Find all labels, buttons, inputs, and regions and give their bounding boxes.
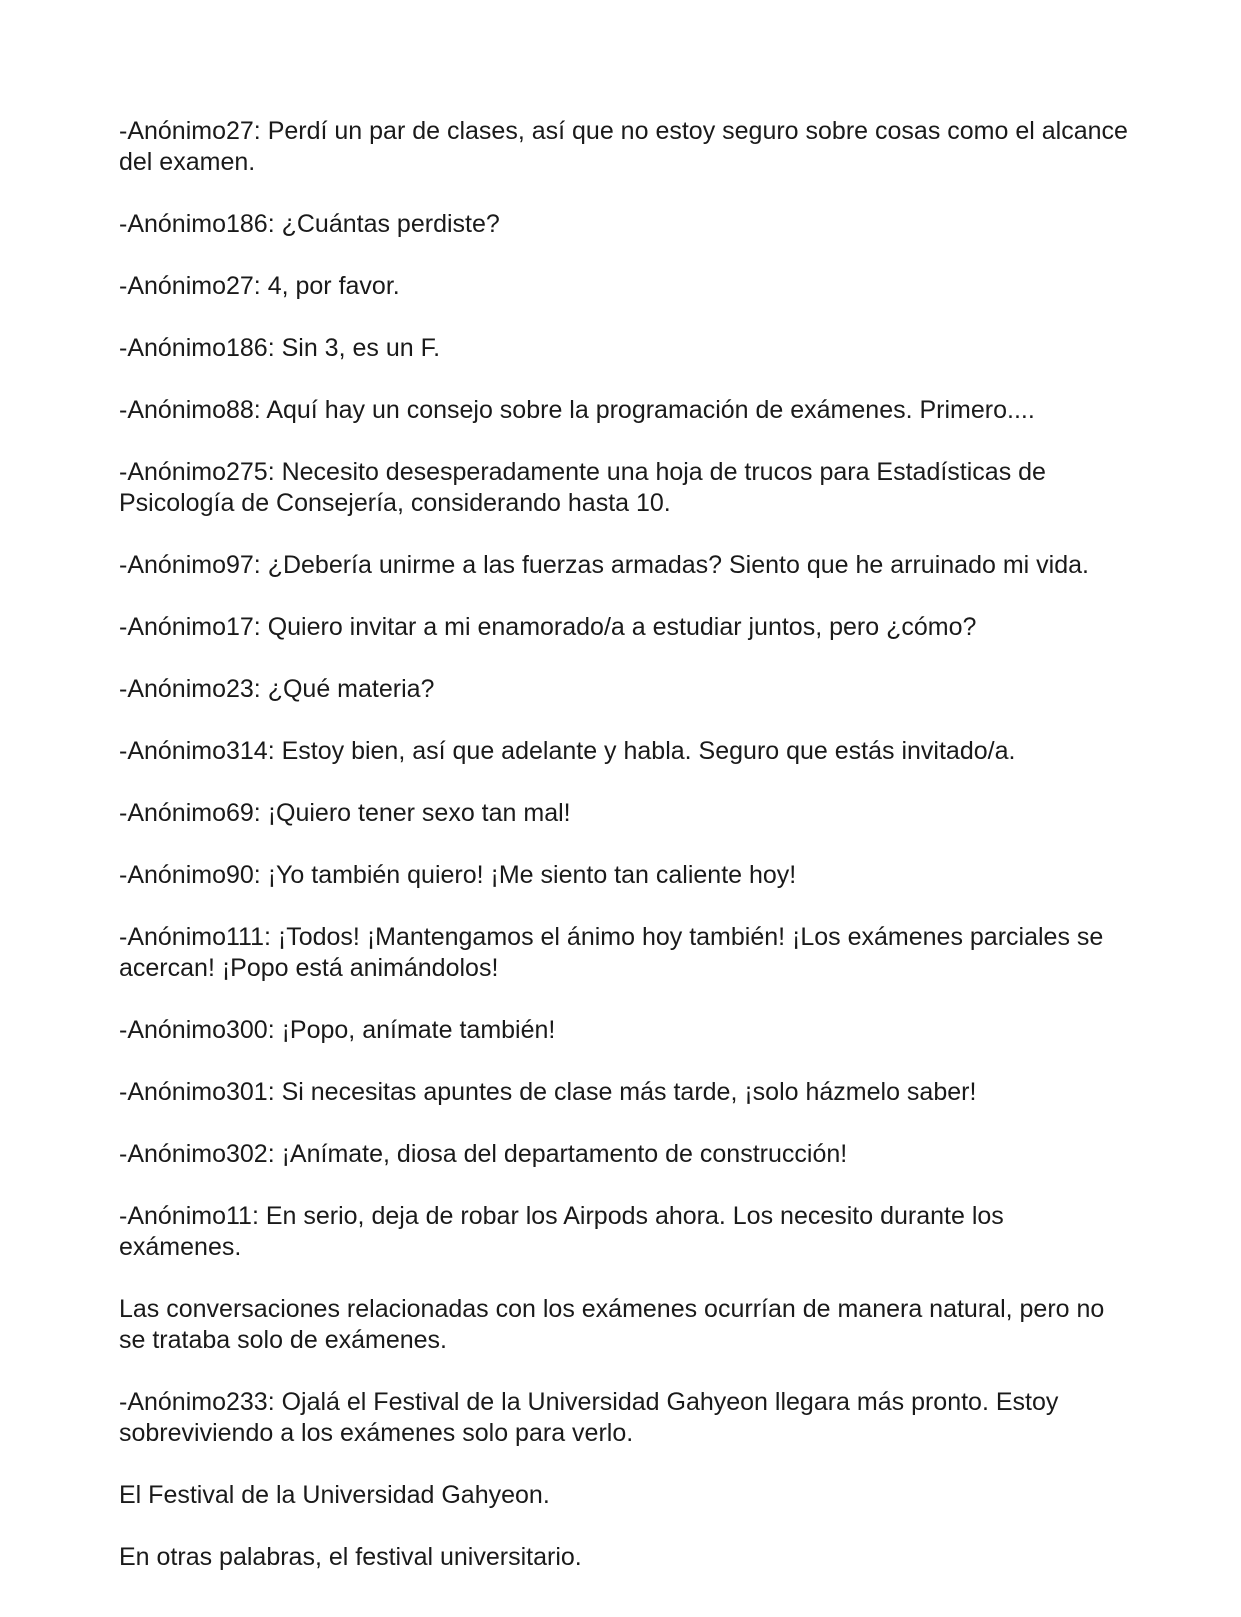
- paragraph: -Anónimo111: ¡Todos! ¡Mantengamos el ánimo hoy también! ¡Los exámenes parciales se acercan! ¡Popo está animándolos!: [119, 923, 1104, 982]
- document-body: [119, 116, 1129, 1604]
- paragraph: -Anónimo17: Quiero invitar a mi enamorado/a a estudiar juntos, pero ¿cómo?: [119, 613, 977, 641]
- paragraph: En otras palabras, el festival universitario.: [119, 1543, 582, 1571]
- paragraph: -Anónimo27: 4, por favor.: [119, 272, 400, 300]
- paragraph: Las conversaciones relacionadas con los exámenes ocurrían de manera natural, pero no se trataba solo de exámenes.: [119, 1295, 1105, 1354]
- paragraph: -Anónimo186: ¿Cuántas perdiste?: [119, 210, 500, 238]
- paragraph: -Anónimo275: Necesito desesperadamente una hoja de trucos para Estadísticas de Psicología de Consejería, considerando hasta 10.: [119, 458, 1046, 517]
- paragraph: -Anónimo27: Perdí un par de clases, así que no estoy seguro sobre cosas como el alcance del examen.: [119, 117, 1128, 176]
- paragraph: -Anónimo69: ¡Quiero tener sexo tan mal!: [119, 799, 571, 827]
- paragraph: -Anónimo300: ¡Popo, anímate también!: [119, 1016, 556, 1044]
- paragraph: El Festival de la Universidad Gahyeon.: [119, 1481, 550, 1509]
- paragraph: -Anónimo97: ¿Debería unirme a las fuerzas armadas? Siento que he arruinado mi vida.: [119, 551, 1089, 579]
- paragraph: -Anónimo302: ¡Anímate, diosa del departamento de construcción!: [119, 1140, 848, 1168]
- paragraph: -Anónimo23: ¿Qué materia?: [119, 675, 435, 703]
- paragraph: -Anónimo90: ¡Yo también quiero! ¡Me siento tan caliente hoy!: [119, 861, 797, 889]
- paragraph: -Anónimo233: Ojalá el Festival de la Universidad Gahyeon llegara más pronto. Estoy sobreviviendo a los exámenes solo para verlo.: [119, 1388, 1059, 1447]
- paragraph: -Anónimo88: Aquí hay un consejo sobre la programación de exámenes. Primero....: [119, 396, 1035, 424]
- paragraph: -Anónimo314: Estoy bien, así que adelante y habla. Seguro que estás invitado/a.: [119, 737, 1016, 765]
- paragraph: -Anónimo186: Sin 3, es un F.: [119, 334, 441, 362]
- paragraph: -Anónimo301: Si necesitas apuntes de clase más tarde, ¡solo házmelo saber!: [119, 1078, 977, 1106]
- paragraph: -Anónimo11: En serio, deja de robar los Airpods ahora. Los necesito durante los exámenes.: [119, 1202, 1004, 1261]
